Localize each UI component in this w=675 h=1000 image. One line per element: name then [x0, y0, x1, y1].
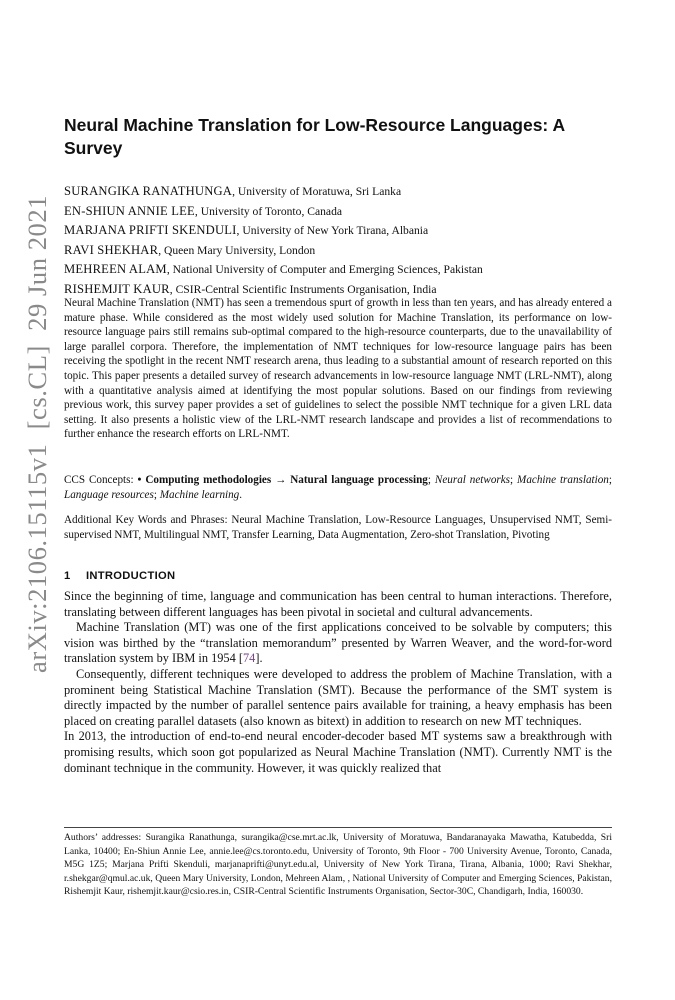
ccs-term: Machine translation	[517, 474, 609, 486]
ccs-concept: Computing methodologies	[145, 474, 272, 486]
ccs-label: CCS Concepts:	[64, 474, 138, 486]
ccs-separator: ;	[427, 474, 435, 486]
author-name: RAVI SHEKHAR	[64, 242, 159, 257]
author-4	[64, 241, 612, 261]
keywords: Additional Key Words and Phrases: Neural Machine Translation, Low-Resource Languages, Unsupervised NMT, Semi-supervised NMT, Multilingual NMT, Transfer Learning, Data Augmentation, Zero-shot Translation, Pivoting	[64, 514, 612, 541]
paragraph-3: Consequently, different techniques were developed to address the problem of Machine Translation, with a prominent being Statistical Machine Translation (SMT). Because the performance of the SMT system is directly impacted by the number of parallel sentence pairs available for training, a heavy emphasis has been placed on creating parallel datasets (also known as bitext) in addition to research on new MT techniques.	[64, 666, 612, 728]
ccs-concepts	[64, 473, 612, 502]
author-5	[64, 260, 612, 280]
ccs-separator: ;	[608, 474, 612, 486]
author-name: SURANGIKA RANATHUNGA	[64, 184, 233, 198]
author-name: MEHREEN ALAM	[64, 262, 167, 277]
ccs-term: Neural networks	[434, 474, 511, 486]
author-2	[64, 202, 612, 222]
author-name: MARJANA PRIFTI SKENDULI	[64, 223, 237, 238]
author-affiliation: , CSIR-Central Scientific Instruments Organisation, India	[169, 282, 437, 296]
author-name: RISHEMJIT KAUR	[64, 281, 170, 296]
paragraph-text: Machine Translation (MT) was one of the first applications conceived to be solvable by computers; this vision was birthed by the “translation memorandum” presented by Warren Weaver, and the word-for-word translation system by IBM in 1954 [	[64, 620, 612, 666]
ccs-arrow: →	[271, 474, 291, 486]
ccs-separator: ;	[153, 488, 160, 501]
section-heading	[64, 570, 612, 582]
author-1	[64, 182, 612, 202]
abstract: Neural Machine Translation (NMT) has seen a tremendous spurt of growth in less than ten years, and has already entered a mature phase. While considered as the most widely used solution for Machine Translation, its performance on low-resource language pairs still remains sub-optimal compared to the high-resource counterparts, due to the unavailability of large parallel corpora. Therefore, the implementation of NMT techniques for low-resource language pairs has been receiving the spotlight in the recent NMT research arena, thus leading to a substantial amount of research reported on this topic. This paper presents a detailed survey of research advancements in low-resource language NMT (LRL-NMT), along with a quantitative analysis aimed at identifying the most popular solutions. Based on our findings from reviewing previous work, this survey paper provides a set of guidelines to select the possible NMT technique for a given LRL data setting. It also presents a holistic view of the LRL-NMT research landscape and provides a list of recommendations to further enhance the research efforts on LRL-NMT.	[64, 297, 612, 441]
section-title: INTRODUCTION	[86, 570, 176, 582]
author-affiliation: , University of Moratuwa, Sri Lanka	[232, 185, 402, 198]
arxiv-stamp	[14, 195, 54, 675]
ccs-separator: ;	[510, 474, 518, 486]
ccs-bullet: •	[137, 474, 146, 486]
ccs-term: Machine learning	[159, 488, 240, 501]
author-list	[64, 182, 612, 300]
ccs-concept: Natural language processing	[290, 474, 428, 486]
arxiv-stamp-text: arXiv:2106.15115v1 [cs.CL] 29 Jun 2021	[23, 206, 52, 673]
author-affiliation: , University of New York Tirana, Albania	[236, 224, 429, 238]
author-affiliation: , Queen Mary University, London	[158, 243, 316, 257]
introduction-body	[64, 589, 612, 776]
paragraph-2	[64, 620, 612, 667]
ccs-end: .	[239, 488, 243, 501]
authors-addresses-footnote: Authors’ addresses: Surangika Ranathunga, surangika@cse.mrt.ac.lk, University of Moratuwa, Bandaranayaka Mawatha, Katubedda, Sri Lanka, 10400; En-Shiun Annie Lee, annie.lee@cs.toronto.edu, University of Toronto, 9th Floor - 700 University Avenue, Toronto, Canada, M5G 1Z5; Marjana Prifti Skenduli, marjanaprifti@unyt.edu.al, University of New York Tirana, Tirana, Albania, 1000; Ravi Shekhar, r.shekgar@qmul.ac.uk, Queen Mary University, London, Mehreen Alam, , National University of Computer and Emerging Sciences, Pakistan, Rishemjit Kaur, rishemjit.kaur@csio.res.in, CSIR-Central Scientific Instruments Organisation, Sector-30C, Chandigarh, India, 160030.	[64, 832, 612, 898]
author-affiliation: , National University of Computer and Emerging Sciences, Pakistan	[166, 263, 483, 277]
paragraph-1: Since the beginning of time, language and communication has been central to human interactions. Therefore, translating between different languages has been pivotal in societal and cultural advancements.	[64, 589, 612, 619]
author-3	[64, 221, 612, 241]
paper-title: Neural Machine Translation for Low-Resource Languages: A Survey	[64, 115, 565, 158]
section-number: 1	[64, 570, 71, 582]
footnote-rule	[64, 827, 612, 828]
paragraph-text: ].	[255, 651, 263, 666]
author-affiliation: , University of Toronto, Canada	[194, 204, 343, 218]
citation-link[interactable]: 74	[242, 651, 256, 666]
author-name: EN-SHIUN ANNIE LEE	[64, 203, 195, 218]
ccs-term: Language resources	[64, 488, 154, 501]
paragraph-4: In 2013, the introduction of end-to-end neural encoder-decoder based MT systems saw a breakthrough with promising results, which soon got popularized as Neural Machine Translation (NMT). Currently NMT is the dominant technique in the community. However, it was quickly realized that	[64, 729, 612, 775]
